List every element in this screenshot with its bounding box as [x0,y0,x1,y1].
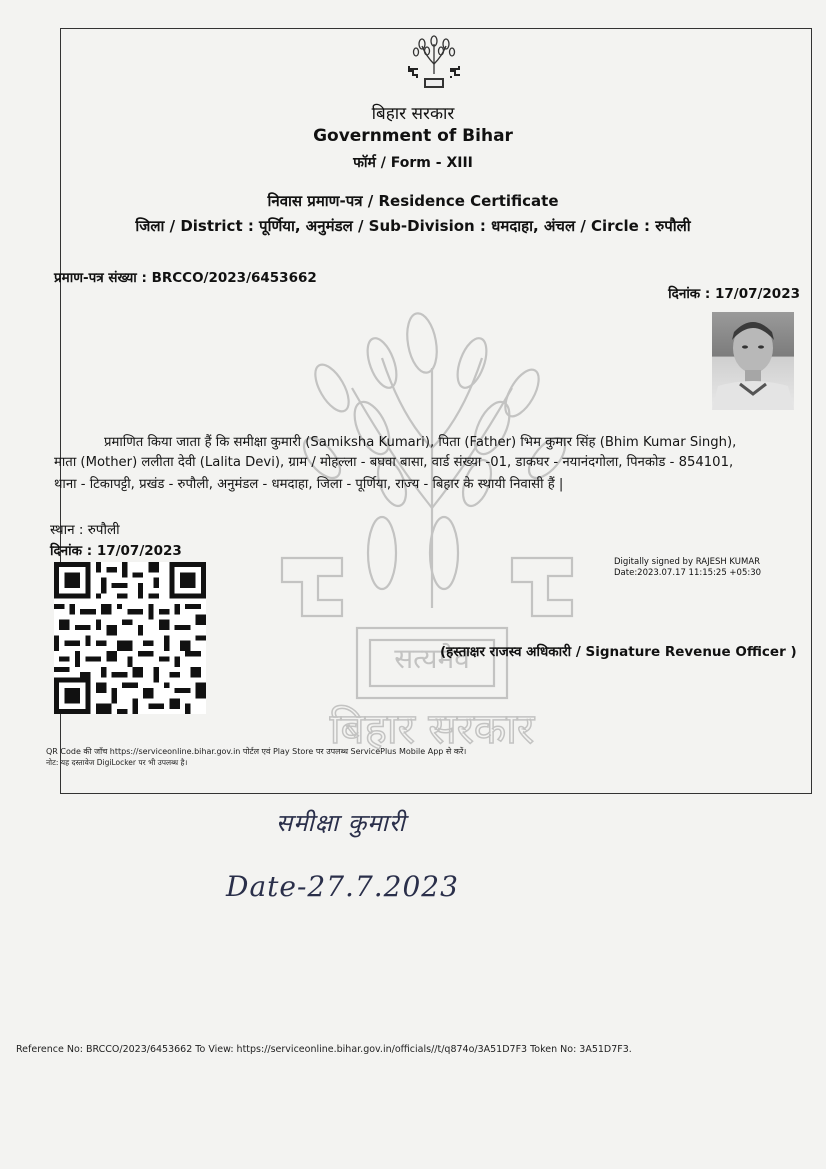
digilocker-note: नोट: यह दस्तावेज DigiLocker पर भी उपलब्ध है। [46,758,188,767]
emblem-label: सत्यमेव [394,642,470,675]
digital-signature-name: Digitally signed by RAJESH KUMAR [614,557,761,567]
bihar-emblem-icon [402,34,466,94]
gov-hindi-title: बिहार सरकार [371,104,455,124]
signature-label: (हस्ताक्षर राजस्व अधिकारी / Signature Revenue Officer ) [440,644,797,660]
reference-footer: Reference No: BRCCO/2023/6453662 To View: https://serviceonline.bihar.gov.in/officials//t/q874o/3A51D7F3 Token No: 3A51D7F3. [16,1044,632,1055]
applicant-photo [712,312,794,410]
certificate-number: प्रमाण-पत्र संख्या : BRCCO/2023/6453662 [54,270,317,286]
location-line: जिला / District : पूर्णिया, अनुमंडल / Sub-Division : धमदाहा, अंचल / Circle : रुपौली [135,217,691,235]
digital-signature [614,557,761,579]
issue-date-top: दिनांक : 17/07/2023 [668,286,800,302]
digital-signature-date: Date:2023.07.17 11:15:25 +05:30 [614,568,762,578]
place-label: स्थान : रुपौली [50,522,120,538]
handwritten-date: Date-27.7.2023 [226,870,459,903]
form-number: फॉर्म / Form - XIII [353,155,473,171]
issue-date-bottom: दिनांक : 17/07/2023 [50,543,182,559]
certificate-body-line-3: थाना - टिकापट्टी, प्रखंड - रुपौली, अनुमंडल - धमदाहा, जिला - पूर्णिया, राज्य - बिहार के स्थायी निवासी हैं | [54,477,564,492]
qr-code-icon[interactable] [54,562,206,714]
handwritten-name: समीक्षा कुमारी [276,809,406,837]
qr-verification-note: QR Code की जाँच https://serviceonline.bihar.gov.in पोर्टल एवं Play Store पर उपलब्ध ServicePlus Mobile App से करें। [46,747,467,756]
certificate-body-line-2: माता (Mother) ललीता देवी (Lalita Devi), ग्राम / मोहल्ला - बघवा बासा, वार्ड संख्या -01, डाकघर - नयानंदगोला, पिनकोड - 854101, [54,455,734,470]
gov-english-title: Government of Bihar [313,126,513,146]
person-photo-icon [712,312,794,410]
watermark-text: बिहार सरकार [329,704,535,753]
emblem-watermark [262,308,602,758]
certificate-title: निवास प्रमाण-पत्र / Residence Certificate [267,192,559,210]
certificate-body-line-1: प्रमाणित किया जाता हैं कि समीक्षा कुमारी (Samiksha Kumari), पिता (Father) भिम कुमार सिंह (Bhim Kumar Singh), [104,435,737,450]
